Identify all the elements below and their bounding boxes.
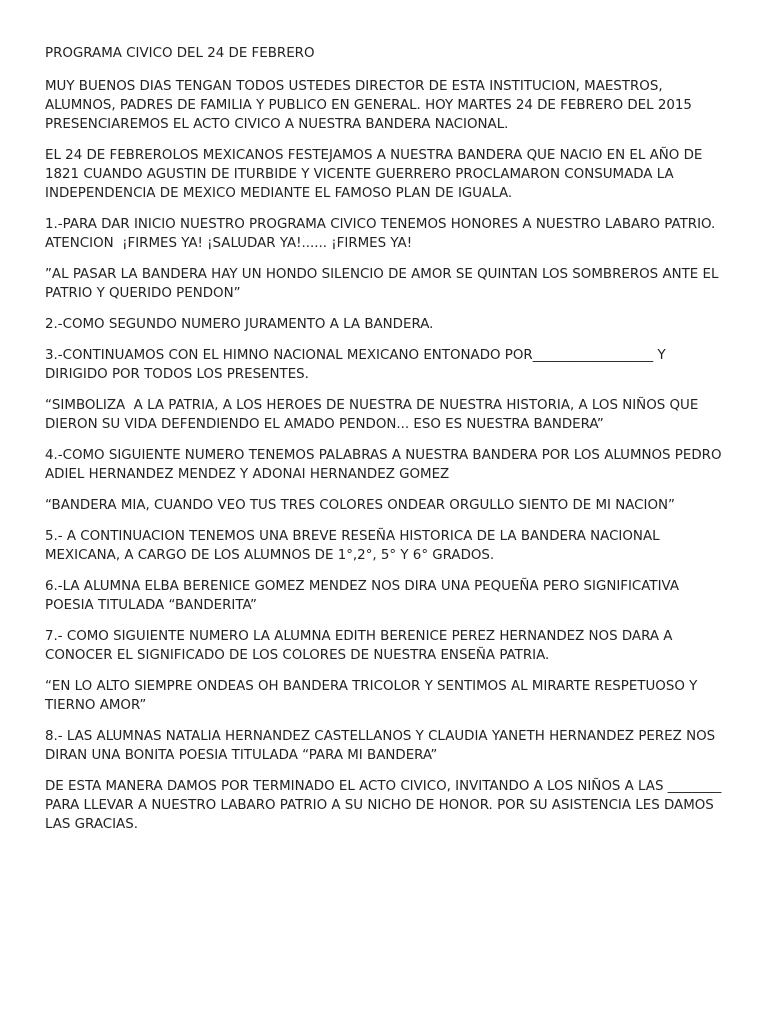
paragraph-history: EL 24 DE FEBREROLOS MEXICANOS FESTEJAMOS A NUESTRA BANDERA QUE NACIO EN EL AÑO DE 1821 CUANDO AGUSTIN DE ITURBIDE Y VICENTE GUERRERO PROCLAMARON CONSUMADA LA INDEPENDENCIA DE MEXICO MEDIANTE EL FAMOSO PLAN DE IGUALA.: [45, 148, 707, 201]
paragraph-item-3: 3.-CONTINUAMOS CON EL HIMNO NACIONAL MEXICANO ENTONADO POR__________________ Y DIRIGIDO POR TODOS LOS PRESENTES.: [45, 348, 670, 382]
paragraph-item-1: 1.-PARA DAR INICIO NUESTRO PROGRAMA CIVICO TENEMOS HONORES A NUESTRO LABARO PATRIO. ATENCION ¡FIRMES YA! ¡SALUDAR YA!...... ¡FIRMES YA!: [45, 217, 720, 251]
paragraph-quote-2: “SIMBOLIZA A LA PATRIA, A LOS HEROES DE NUESTRA DE NUESTRA HISTORIA, A LOS NIÑOS QUE DIERON SU VIDA DEFENDIENDO EL AMADO PENDON... ESO ES NUESTRA BANDERA”: [45, 398, 703, 432]
document-title: PROGRAMA CIVICO DEL 24 DE FEBRERO: [45, 46, 315, 61]
paragraph-item-5: 5.- A CONTINUACION TENEMOS UNA BREVE RESEÑA HISTORICA DE LA BANDERA NACIONAL MEXICANA, A CARGO DE LOS ALUMNOS DE 1°,2°, 5° Y 6° GRADOS.: [45, 529, 664, 563]
paragraph-item-8: 8.- LAS ALUMNAS NATALIA HERNANDEZ CASTELLANOS Y CLAUDIA YANETH HERNANDEZ PEREZ NOS DIRAN UNA BONITA POESIA TITULADA “PARA MI BANDERA”: [45, 729, 720, 763]
paragraph-closing: DE ESTA MANERA DAMOS POR TERMINADO EL ACTO CIVICO, INVITANDO A LOS NIÑOS A LAS ________ PARA LLEVAR A NUESTRO LABARO PATRIO A SU NICHO DE HONOR. POR SU ASISTENCIA LES DAMOS LAS GRACIAS.: [45, 779, 726, 832]
paragraph-greeting: MUY BUENOS DIAS TENGAN TODOS USTEDES DIRECTOR DE ESTA INSTITUCION, MAESTROS, ALUMNOS, PADRES DE FAMILIA Y PUBLICO EN GENERAL. HOY MARTES 24 DE FEBRERO DEL 2015 PRESENCIAREMOS EL ACTO CIVICO A NUESTRA BANDERA NACIONAL.: [45, 79, 697, 132]
paragraph-item-4: 4.-COMO SIGUIENTE NUMERO TENEMOS PALABRAS A NUESTRA BANDERA POR LOS ALUMNOS PEDRO ADIEL HERNANDEZ MENDEZ Y ADONAI HERNANDEZ GOMEZ: [45, 448, 726, 482]
paragraph-quote-4: “EN LO ALTO SIEMPRE ONDEAS OH BANDERA TRICOLOR Y SENTIMOS AL MIRARTE RESPETUOSO Y TIERNO AMOR”: [45, 679, 702, 713]
paragraph-item-7: 7.- COMO SIGUIENTE NUMERO LA ALUMNA EDITH BERENICE PEREZ HERNANDEZ NOS DARA A CONOCER EL SIGNIFICADO DE LOS COLORES DE NUESTRA ENSEÑA PATRIA.: [45, 629, 677, 663]
paragraph-quote-3: “BANDERA MIA, CUANDO VEO TUS TRES COLORES ONDEAR ORGULLO SIENTO DE MI NACION”: [45, 498, 675, 513]
paragraph-item-2: 2.-COMO SEGUNDO NUMERO JURAMENTO A LA BANDERA.: [45, 317, 434, 332]
paragraph-item-6: 6.-LA ALUMNA ELBA BERENICE GOMEZ MENDEZ NOS DIRA UNA PEQUEÑA PERO SIGNIFICATIVA POESIA TITULADA “BANDERITA”: [45, 579, 684, 613]
paragraph-quote-1: ”AL PASAR LA BANDERA HAY UN HONDO SILENCIO DE AMOR SE QUINTAN LOS SOMBREROS ANTE EL PATRIO Y QUERIDO PENDON”: [45, 267, 723, 301]
